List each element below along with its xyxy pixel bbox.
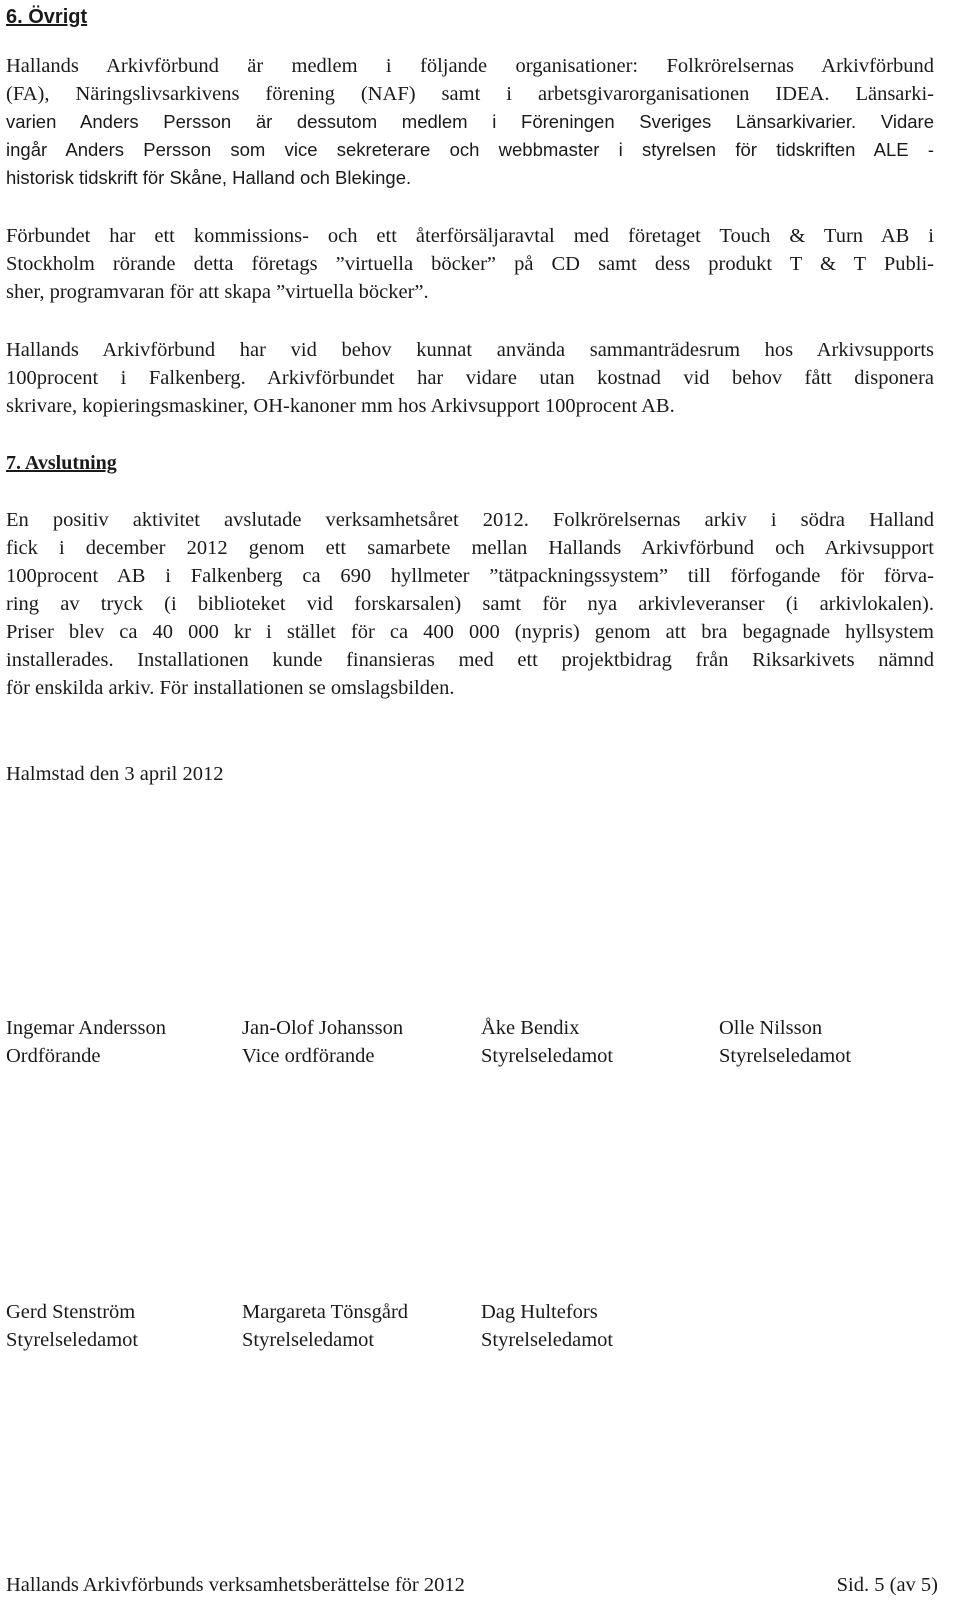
paragraph-line: ingår Anders Persson som vice sekreterare och webbmaster i styrelsen för tidskriften ALE -: [6, 139, 934, 160]
section-heading-ovrigt: 6. Övrigt: [6, 6, 88, 28]
paragraph-memberships: [6, 52, 934, 192]
paragraph-line: historisk tidskrift för Skåne, Halland och Blekinge.: [6, 167, 412, 188]
paragraph-line: för enskilda arkiv. För installationen se omslagsbilden.: [6, 677, 455, 699]
paragraph-line: Hallands Arkivförbund är medlem i följande organisationer: Folkrörelsernas Arkivförbund: [6, 55, 934, 77]
paragraph-line: 100procent i Falkenberg. Arkivförbundet har vidare utan kostnad vid behov fått disponera: [6, 367, 934, 389]
signatory: [242, 1298, 408, 1354]
paragraph-touch-turn: [6, 222, 934, 306]
signatory-role: Styrelseledamot: [242, 1329, 375, 1351]
signatory: [6, 1298, 138, 1354]
signatory: [719, 1014, 851, 1070]
signatory: [481, 1298, 613, 1354]
paragraph-line: (FA), Näringslivsarkivens förening (NAF) samt i arbetsgivarorganisationen IDEA. Länsarki-: [6, 83, 934, 105]
paragraph-line: ring av tryck (i biblioteket vid forskarsalen) samt för nya arkivleveranser (i arkivlokalen).: [6, 593, 934, 615]
signatory-name: Dag Hultefors: [481, 1301, 598, 1323]
signatory-name: Ingemar Andersson: [6, 1017, 166, 1039]
paragraph-line: varien Anders Persson är dessutom medlem i Föreningen Sveriges Länsarkivarier. Vidare: [6, 111, 934, 132]
signatory: [481, 1014, 613, 1070]
paragraph-line: Förbundet har ett kommissions- och ett återförsäljaravtal med företaget Touch & Turn AB i: [6, 225, 934, 247]
signatory-role: Styrelseledamot: [481, 1045, 614, 1067]
signatory-name: Jan-Olof Johansson: [242, 1017, 404, 1039]
signatory-name: Olle Nilsson: [719, 1017, 823, 1039]
signatory: [242, 1014, 403, 1070]
signatory: [6, 1014, 166, 1070]
paragraph-line: skrivare, kopieringsmaskiner, OH-kanoner mm hos Arkivsupport 100procent AB.: [6, 395, 675, 417]
signatory-role: Vice ordförande: [242, 1045, 375, 1067]
signatory-role: Styrelseledamot: [719, 1045, 852, 1067]
signatory-name: Margareta Tönsgård: [242, 1301, 409, 1323]
footer-title: Hallands Arkivförbunds verksamhetsberättelse för 2012: [6, 1574, 465, 1596]
paragraph-line: Hallands Arkivförbund har vid behov kunnat använda sammanträdesrum hos Arkivsupports: [6, 339, 934, 361]
paragraph-line: sher, programvaran för att skapa ”virtuella böcker”.: [6, 281, 429, 303]
paragraph-line: installerades. Installationen kunde finansieras med ett projektbidrag från Riksarkivets nämnd: [6, 649, 934, 671]
paragraph-avslutning: [6, 506, 934, 702]
footer-page-number: Sid. 5 (av 5): [836, 1574, 938, 1596]
signatory-role: Styrelseledamot: [6, 1329, 139, 1351]
signatory-name: Gerd Stenström: [6, 1301, 136, 1323]
paragraph-line: fick i december 2012 genom ett samarbete mellan Hallands Arkivförbund och Arkivsupport: [6, 537, 934, 559]
paragraph-line: Priser blev ca 40 000 kr i stället för ca 400 000 (nypris) genom att bra begagnade hyllsystem: [6, 621, 934, 643]
paragraph-line: Stockholm rörande detta företags ”virtuella böcker” på CD samt dess produkt T & T Publi-: [6, 253, 934, 275]
signatory-name: Åke Bendix: [481, 1017, 580, 1039]
section-heading-avslutning: 7. Avslutning: [6, 452, 117, 474]
paragraph-line: En positiv aktivitet avslutade verksamhetsåret 2012. Folkrörelsernas arkiv i södra Halland: [6, 509, 934, 531]
paragraph-line: 100procent AB i Falkenberg ca 690 hyllmeter ”tätpackningssystem” till förfogande för förva-: [6, 565, 934, 587]
place-date: Halmstad den 3 april 2012: [6, 763, 224, 785]
signatory-role: Styrelseledamot: [481, 1329, 614, 1351]
signatory-role: Ordförande: [6, 1045, 101, 1067]
paragraph-arkivsupport: [6, 336, 934, 420]
